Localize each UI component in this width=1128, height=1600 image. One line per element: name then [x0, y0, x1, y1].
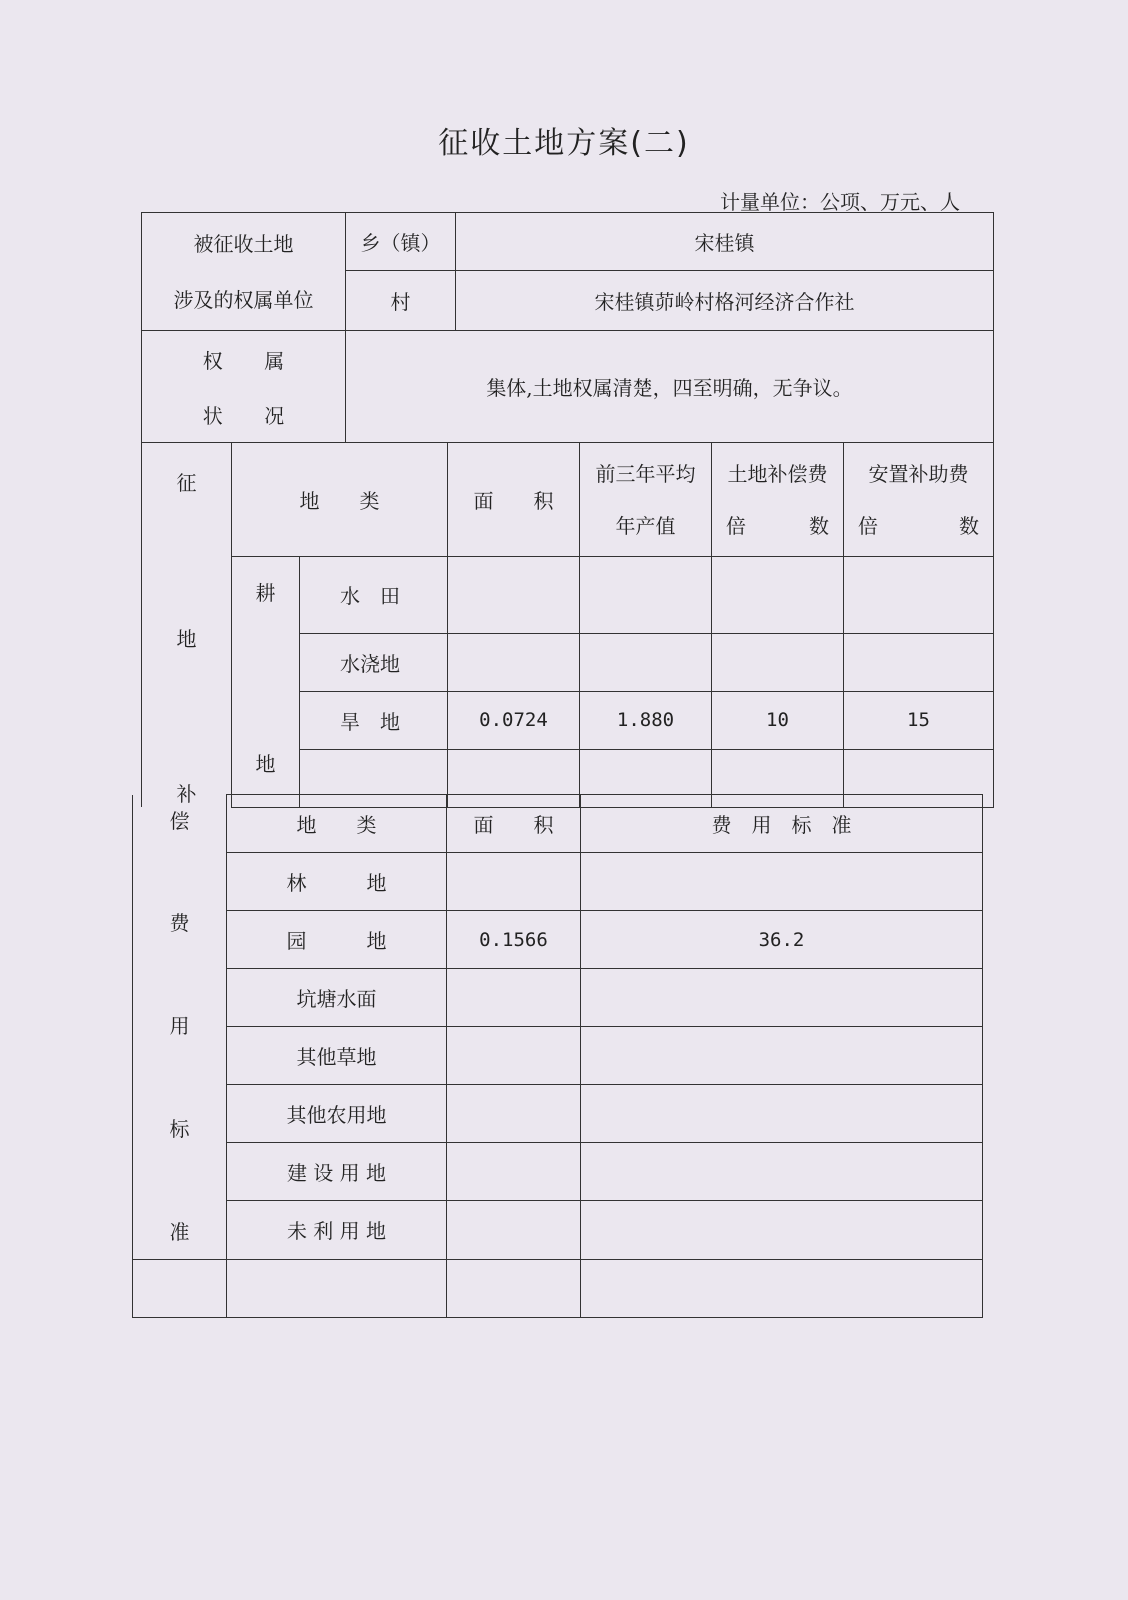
- table-row: [133, 1259, 983, 1317]
- row-standard: [581, 1201, 983, 1259]
- table-row: [133, 853, 983, 911]
- row-avg-output: 1.880: [580, 691, 712, 749]
- cultivated-group-label: [232, 557, 300, 808]
- row-standard: [581, 969, 983, 1027]
- ownership-table: [141, 212, 994, 443]
- side-char: 征: [176, 471, 197, 495]
- header-area: 面 积: [447, 795, 581, 853]
- row-standard: [581, 1143, 983, 1201]
- ownership-label-line2: 涉及的权属单位: [173, 287, 314, 312]
- row-avg-output: [580, 557, 712, 634]
- row-area: [447, 1259, 581, 1317]
- group-char: 地: [255, 752, 276, 776]
- header-resettle-line1: 安置补助费: [868, 461, 969, 486]
- row-type: 其他草地: [227, 1027, 447, 1085]
- cultivated-land-table: [141, 442, 994, 808]
- row-land-comp: [712, 557, 844, 634]
- group-char: 耕: [255, 581, 276, 605]
- header-standard: 费 用 标 准: [581, 795, 983, 853]
- row-type: 其他农用地: [227, 1085, 447, 1143]
- row-type: 林 地: [227, 853, 447, 911]
- row-resettle: [844, 633, 994, 691]
- row-type: 水浇地: [300, 633, 448, 691]
- status-label-char: 况: [264, 403, 285, 428]
- row-standard: 36.2: [581, 911, 983, 969]
- town-value: 宋桂镇: [456, 213, 994, 271]
- header-land-comp: [712, 443, 844, 557]
- header-resettle: [844, 443, 994, 557]
- row-area: [448, 557, 580, 634]
- village-value: 宋桂镇茆岭村格河经济合作社: [456, 271, 994, 331]
- header-land-type: 地 类: [227, 795, 447, 853]
- side-char: 地: [176, 626, 197, 651]
- side-char: 费: [169, 911, 190, 936]
- other-land-table: [132, 794, 983, 1318]
- table-row: [133, 911, 983, 969]
- ownership-label-line1: 被征收土地: [193, 231, 294, 256]
- side-label-lower: [133, 795, 227, 1260]
- row-area: [447, 1085, 581, 1143]
- table-row: [133, 1201, 983, 1259]
- row-standard: [581, 1085, 983, 1143]
- row-area: 0.0724: [448, 691, 580, 749]
- header-avg-output-line1: 前三年平均: [595, 461, 696, 486]
- row-type: 园 地: [227, 911, 447, 969]
- village-label: 村: [346, 271, 456, 331]
- row-type: [227, 1259, 447, 1317]
- page-title: 征收土地方案(二): [438, 126, 690, 161]
- header-land-comp-char: 数: [809, 513, 829, 538]
- row-area: [448, 633, 580, 691]
- side-char: 用: [169, 1014, 190, 1038]
- header-land-type: 地 类: [232, 443, 448, 557]
- row-type: 坑塘水面: [227, 969, 447, 1027]
- row-land-comp: [712, 633, 844, 691]
- status-label-char: 状: [202, 403, 223, 428]
- table-row: [133, 1143, 983, 1201]
- row-area: [447, 1143, 581, 1201]
- side-label-upper: [142, 443, 232, 808]
- ownership-status-value: 集体,土地权属清楚，四至明确，无争议。: [346, 331, 994, 443]
- row-type: 旱 地: [300, 691, 448, 749]
- table-row: [133, 1027, 983, 1085]
- row-resettle: [844, 557, 994, 634]
- row-resettle: 15: [844, 691, 994, 749]
- unit-note: 计量单位：公项、万元、人: [720, 190, 960, 214]
- row-avg-output: [580, 633, 712, 691]
- header-avg-output-line2: 年产值: [615, 513, 676, 538]
- row-area: [447, 969, 581, 1027]
- row-extra-label: [133, 1259, 227, 1317]
- row-area: [447, 853, 581, 911]
- row-type: 建 设 用 地: [227, 1143, 447, 1201]
- header-resettle-char: 数: [959, 513, 979, 538]
- side-char: 标: [169, 1116, 190, 1141]
- row-area: 0.1566: [447, 911, 581, 969]
- town-label: 乡（镇）: [346, 213, 456, 271]
- header-avg-output: [580, 443, 712, 557]
- row-standard: [581, 1259, 983, 1317]
- side-char: 补: [176, 782, 197, 806]
- ownership-status-label: [142, 331, 346, 443]
- row-land-comp: 10: [712, 691, 844, 749]
- header-area: 面 积: [448, 443, 580, 557]
- row-standard: [581, 1027, 983, 1085]
- header-land-comp-line1: 土地补偿费: [727, 461, 828, 486]
- table-row: [133, 969, 983, 1027]
- row-standard: [581, 853, 983, 911]
- row-type: 未 利 用 地: [227, 1201, 447, 1259]
- table-row: [133, 1085, 983, 1143]
- header-land-comp-char: 倍: [726, 513, 746, 538]
- side-char: 准: [169, 1219, 190, 1244]
- row-type: 水 田: [300, 557, 448, 634]
- row-area: [447, 1027, 581, 1085]
- status-label-char: 属: [264, 348, 285, 373]
- header-resettle-char: 倍: [858, 513, 878, 538]
- row-area: [447, 1201, 581, 1259]
- status-label-char: 权: [202, 348, 223, 373]
- side-char: 偿: [169, 808, 190, 833]
- ownership-units-label: [142, 213, 346, 331]
